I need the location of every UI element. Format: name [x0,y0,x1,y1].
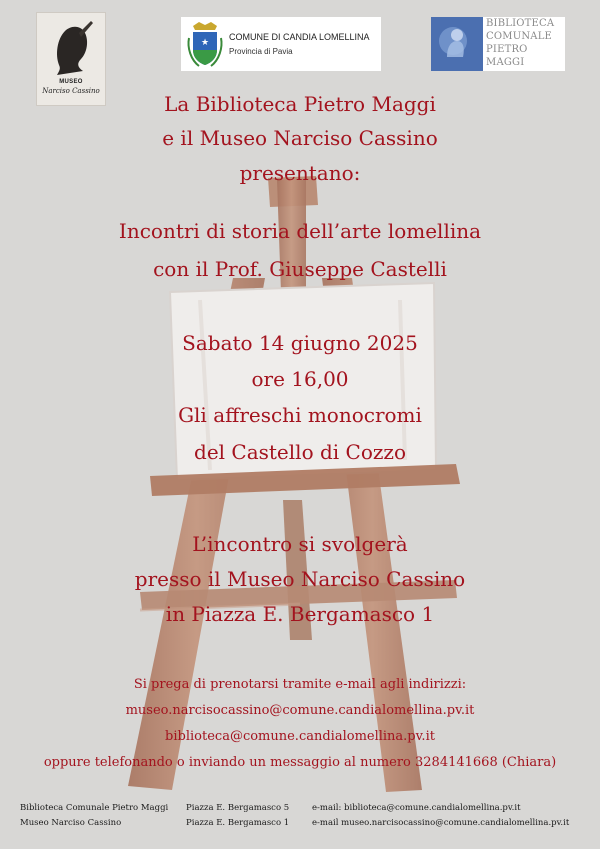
event-topic-line-2: del Castello di Cozzo [194,440,406,464]
coat-of-arms-icon [185,20,225,68]
svg-text:★: ★ [200,38,210,48]
intro-line-2: e il Museo Narciso Cassino [162,126,438,150]
event-topic-line-1: Gli affreschi monocromi [178,403,422,427]
venue-line-1: L’incontro si svolgerà [192,532,408,556]
title-line-2: con il Prof. Giuseppe Castelli [153,257,447,281]
biblioteca-word-3: PIETRO [486,44,528,55]
comune-name: COMUNE DI CANDIA LOMELLINA [229,32,370,42]
footer-email-biblioteca: e-mail: biblioteca@comune.candialomellina.pv.it [312,803,521,813]
footer-name-biblioteca: Biblioteca Comunale Pietro Maggi [20,803,169,813]
footer-address-biblioteca: Piazza E. Bergamasco 5 [186,803,290,813]
event-date: Sabato 14 giugno 2025 [182,331,418,355]
comune-logo [181,17,381,71]
museo-logo-line1: MUSEO [59,79,83,85]
intro-line-3: presentano: [239,161,361,185]
booking-email-museo: museo.narcisocassino@comune.candialomellina.pv.it [125,703,475,718]
museo-logo-line2: Narciso Cassino [42,87,100,95]
venue-line-3: in Piazza E. Bergamasco 1 [165,602,435,626]
title-line-1: Incontri di storia dell’arte lomellina [118,219,482,243]
biblioteca-word-1: BIBLIOTECA [486,18,555,29]
footer-name-museo: Museo Narciso Cassino [20,818,122,828]
booking-phone: oppure telefonando o inviando un messaggio al numero 3284141668 (Chiara) [43,755,557,770]
biblioteca-logo [431,17,565,71]
bust-icon [47,19,95,77]
biblioteca-emblem-icon [431,17,483,71]
footer-address-museo: Piazza E. Bergamasco 1 [186,818,290,828]
event-time: ore 16,00 [251,367,349,391]
booking-instructions: Si prega di prenotarsi tramite e-mail agli indirizzi: [133,677,467,692]
biblioteca-word-4: MAGGI [486,57,525,68]
intro-line-1: La Biblioteca Pietro Maggi [164,92,436,116]
comune-province: Provincia di Pavia [229,47,293,56]
biblioteca-word-2: COMUNALE [486,31,553,42]
booking-email-biblioteca: biblioteca@comune.candialomellina.pv.it [165,729,435,744]
venue-line-2: presso il Museo Narciso Cassino [134,567,466,591]
footer-email-museo: e-mail museo.narcisocassino@comune.candialomellina.pv.it [312,818,570,828]
